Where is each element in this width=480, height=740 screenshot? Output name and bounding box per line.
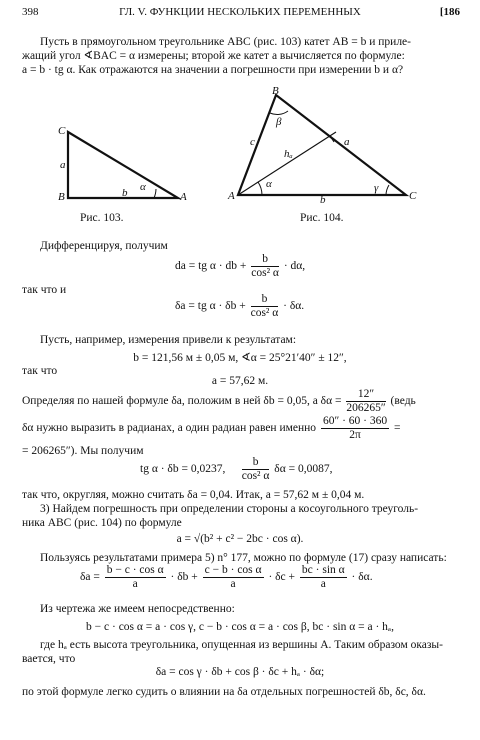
fig103-label-a: a	[60, 159, 66, 171]
eq1-left: da = tg α · db +	[175, 260, 247, 273]
equation-measurements: b = 121,56 м ± 0,05 м, ∢α = 25°21′40″ ± 12″,	[133, 352, 347, 364]
fig103-label-alpha: α	[140, 181, 146, 193]
fig103-label-B: B	[58, 191, 65, 203]
fig104-label-C: C	[409, 190, 417, 202]
running-title: ГЛ. V. ФУНКЦИИ НЕСКОЛЬКИХ ПЕРЕМЕННЫХ	[119, 6, 361, 18]
page-number: 398	[22, 6, 39, 18]
equation-final: δa = cos γ · δb + cos β · δc + hₐ · δα;	[155, 666, 325, 678]
text-we-get: = 206265″). Мы получим	[22, 445, 144, 457]
p4a-text: Определяя по нашей формуле δa, положим в ней δb = 0,05, а δα =	[22, 395, 342, 408]
text-using-results: Пользуясь результатами примера 5) n° 177, можно по формуле (17) сразу написать:	[40, 552, 447, 564]
text-rounding: так что, округляя, можно считать δa = 0,04. Итак, a = 57,62 м ± 0,04 м.	[22, 489, 365, 501]
eq7-term-2: · δc +	[268, 571, 296, 584]
text-radians	[22, 415, 401, 442]
eq2-fraction: $\frac{b}{\text{cos² α}}$	[250, 293, 279, 319]
fig103-label-C: C	[58, 125, 66, 137]
equation-identities: b − c · cos α = a · cos γ, c − b · cos α = a · cos β, bc · sin α = a · hₐ,	[86, 621, 394, 633]
fig103-label-b: b	[122, 187, 128, 199]
text-determining	[22, 388, 416, 415]
eq1-right: · dα,	[283, 260, 306, 273]
fig104-label-gamma: γ	[374, 182, 379, 194]
figure-104	[226, 85, 426, 205]
equation-da	[175, 253, 305, 280]
equation-cosine-law: a = √(b² + c² − 2bc · cos α).	[176, 533, 304, 545]
p4b-after: =	[394, 422, 401, 435]
fig104-label-ha: hₐ	[284, 148, 293, 160]
eq7-fraction-3: $\frac{\text{bc · sin α}}{a}$	[301, 564, 345, 590]
text-differentiating: Дифференцируя, получим	[40, 240, 168, 252]
fig103-caption: Рис. 103.	[80, 212, 124, 224]
equation-results	[140, 456, 332, 483]
p4b-text: δα нужно выразить в радианах, а один радиан равен именно	[22, 422, 317, 435]
fig104-label-beta: β	[276, 116, 282, 128]
eq7-term-3: · δα.	[351, 571, 373, 584]
eq5-fraction: $\frac{b}{\text{cos² α}}$	[241, 456, 270, 482]
text-so: так что	[22, 365, 58, 377]
example3-line-1: 3) Найдем погрешность при определении стороны a косоугольного треуголь-	[40, 503, 419, 515]
text-where-ha-2: вается, что	[22, 653, 76, 665]
problem-line-3: a = b · tg α. Как отражаются на значении a погрешности при измерении b и α?	[22, 64, 404, 76]
text-measurements: Пусть, например, измерения привели к результатам:	[40, 334, 297, 346]
problem-line-1: Пусть в прямоугольном треугольнике ABC (рис. 103) катет AB = b и приле-	[40, 36, 411, 48]
figure-103	[50, 118, 190, 208]
fig104-label-B: B	[272, 85, 279, 97]
fig104-label-alpha: α	[266, 178, 272, 190]
eq7-lhs: δa =	[80, 571, 100, 584]
example3-line-2: ника ABC (рис. 104) по формуле	[22, 517, 182, 529]
equation-a-value: a = 57,62 м.	[211, 375, 269, 387]
text-where-ha-1: где hₐ есть высота треугольника, опущенная из вершины A. Таким образом оказы-	[40, 639, 443, 651]
eq5-right: δα = 0,0087,	[274, 463, 333, 476]
section-number: [186	[439, 6, 460, 18]
eq7-fraction-2: $\frac{\text{c − b · cos α}}{a}$	[204, 564, 262, 590]
p4a-after: (ведь	[390, 395, 416, 408]
fraction-radian: $\frac{60'' \cdot 60 \cdot 360}{2\pi}$	[322, 415, 388, 441]
equation-delta-a	[175, 293, 304, 320]
eq7-term-1: · δb +	[170, 571, 198, 584]
eq2-right: · δα.	[283, 300, 305, 313]
fig104-label-A: A	[228, 190, 235, 202]
problem-line-2: жащий угол ∢BAC = α измерены; второй же катет a вычисляется по формуле:	[22, 50, 405, 62]
fraction-12-over-206265: $\frac{12''}{206265''}$	[346, 388, 386, 414]
fig104-label-a: a	[344, 136, 350, 148]
fig104-label-c: c	[250, 136, 255, 148]
eq7-fraction-1: $\frac{\text{b − c · cos α}}{a}$	[106, 564, 164, 590]
fig103-label-A: A	[180, 191, 187, 203]
text-from-drawing: Из чертежа же имеем непосредственно:	[40, 603, 235, 615]
eq2-left: δa = tg α · δb +	[175, 300, 246, 313]
eq5-left: tg α · δb = 0,0237,	[140, 463, 226, 476]
text-so-that: так что и	[22, 284, 67, 296]
fig104-label-b: b	[320, 194, 326, 205]
text-conclusion: по этой формуле легко судить о влиянии на δa отдельных погрешностей δb, δc, δα.	[22, 686, 426, 698]
eq1-fraction: $\frac{b}{\text{cos² α}}$	[251, 253, 279, 279]
fig104-caption: Рис. 104.	[300, 212, 344, 224]
equation-delta-a-general	[80, 564, 373, 591]
